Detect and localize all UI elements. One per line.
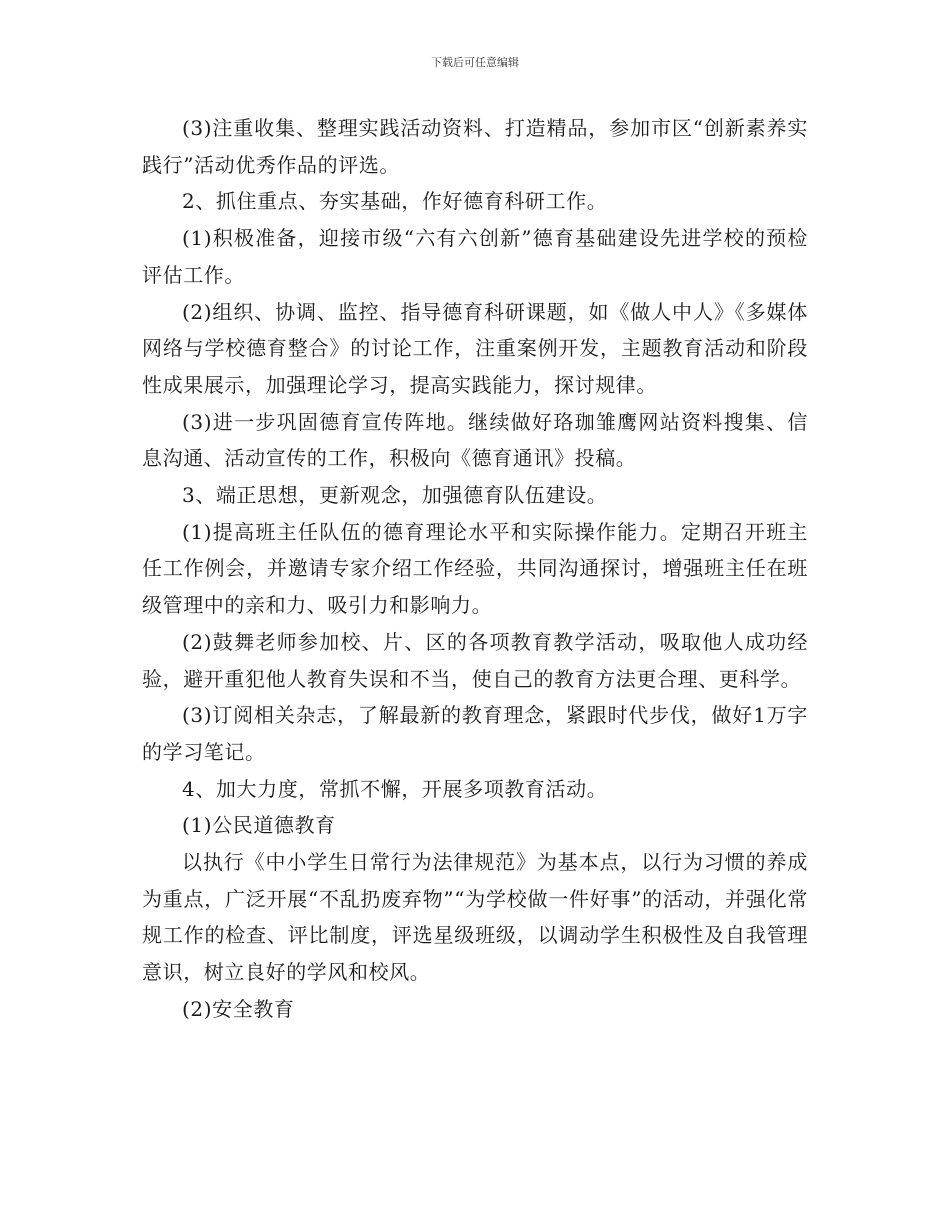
subsection-heading: (1)公民道德教育	[182, 813, 336, 838]
paragraph: (2)鼓舞老师参加校、片、区的各项教育教学活动，吸取他人成功经验，避开重犯他人教育失误和不当，使自己的教育方法更合理、更科学。	[142, 629, 808, 691]
document-body	[142, 110, 808, 1028]
paragraph: (3)注重收集、整理实践活动资料、打造精品，参加市区“创新素养实践行”活动优秀作品的评选。	[142, 116, 808, 177]
header-note: 下载后可任意编辑	[431, 56, 519, 69]
paragraph: (2)组织、协调、监控、指导德育科研课题，如《做人中人》《多媒体网络与学校德育整合》的讨论工作，注重案例开发，主题教育活动和阶段性成果展示，加强理论学习，提高实践能力，探讨规律。	[142, 299, 808, 397]
subsection-heading: (2)安全教育	[182, 996, 295, 1021]
section-heading: 3、端正思想，更新观念，加强德育队伍建设。	[182, 483, 608, 508]
section-heading: 4、加大力度，常抓不懈，开展多项教育活动。	[182, 776, 608, 801]
paragraph: (1)提高班主任队伍的德育理论水平和实际操作能力。定期召开班主任工作例会，并邀请专家介绍工作经验，共同沟通探讨，增强班主任在班级管理中的亲和力、吸引力和影响力。	[142, 519, 808, 618]
paragraph: 以执行《中小学生日常行为法律规范》为基本点，以行为习惯的养成为重点，广泛开展“不乱扔废弃物”“为学校做一件好事”的活动，并强化常规工作的检查、评比制度，评选星级班级，以调动学生积极性及自我管理意识，树立良好的学风和校风。	[142, 850, 808, 985]
paragraph: (3)进一步巩固德育宣传阵地。继续做好珞珈雏鹰网站资料搜集、信息沟通、活动宣传的工作，积极向《德育通讯》投稿。	[142, 409, 808, 471]
section-heading: 2、抓住重点、夯实基础，作好德育科研工作。	[182, 189, 608, 214]
paragraph: (1)积极准备，迎接市级“六有六创新”德育基础建设先进学校的预检评估工作。	[142, 226, 808, 287]
paragraph: (3)订阅相关杂志，了解最新的教育理念，紧跟时代步伐，做好1万字的学习笔记。	[142, 703, 808, 764]
